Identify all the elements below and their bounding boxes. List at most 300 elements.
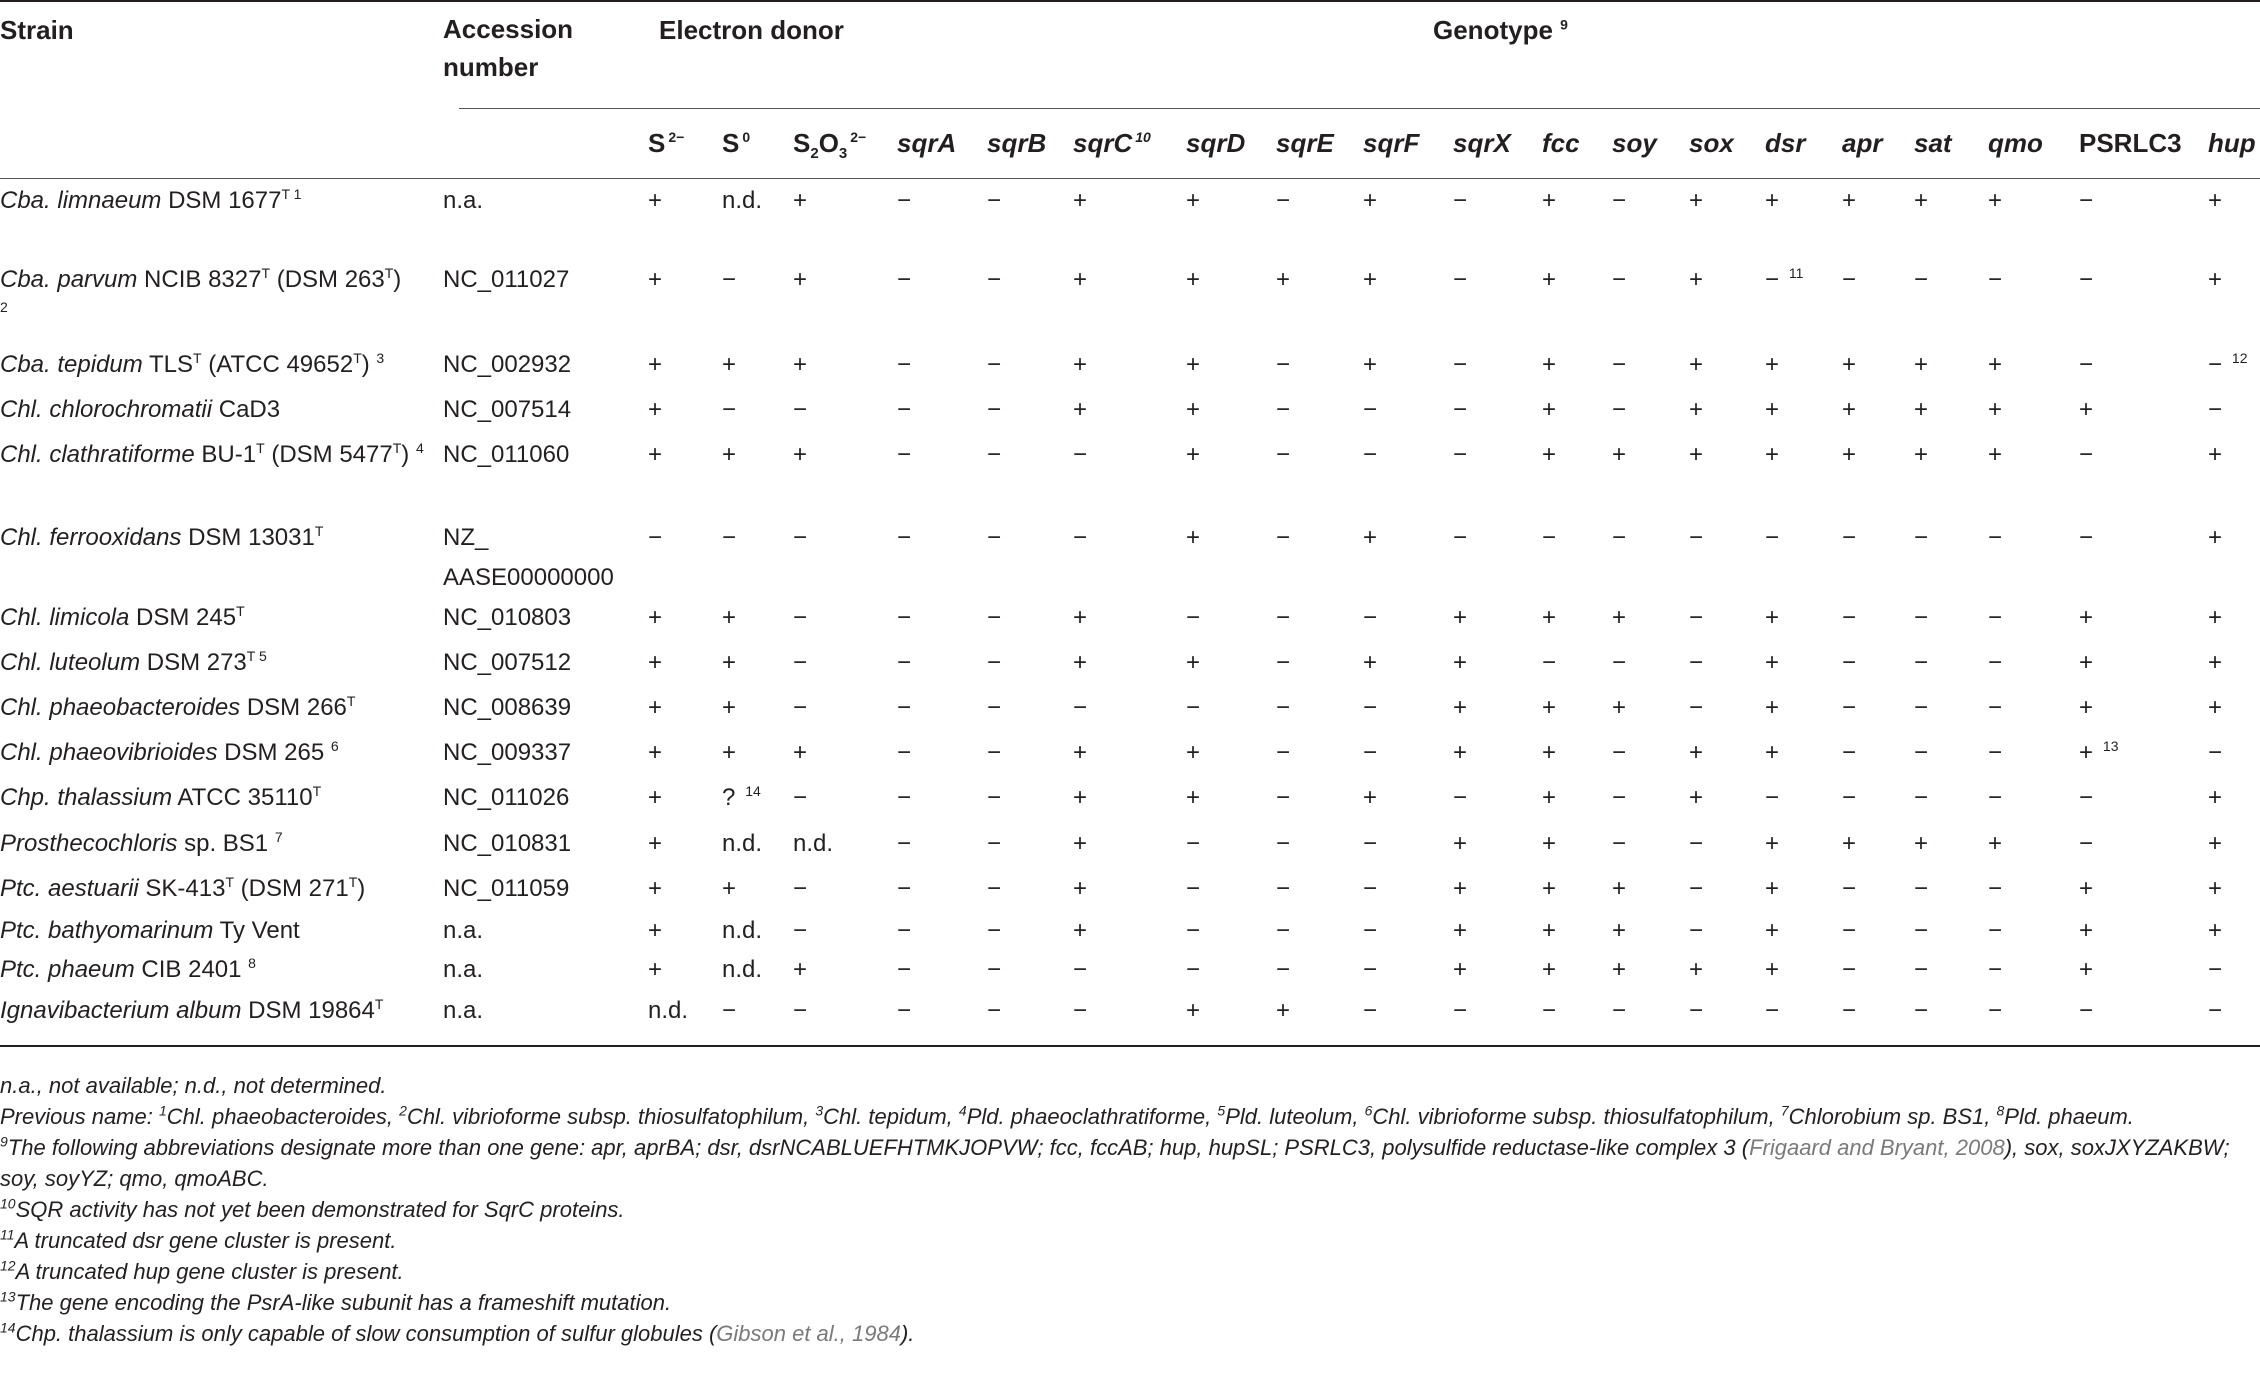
accession-cell: NC_007514 xyxy=(443,396,572,423)
value-cell: − xyxy=(897,604,912,631)
column-header-s: S $^{2-}$ xyxy=(648,128,685,158)
value-cell: − xyxy=(897,396,912,423)
value-cell: + xyxy=(1689,396,1704,423)
value-cell: + xyxy=(1612,875,1627,902)
value-cell: + xyxy=(722,441,737,468)
accession-cell: NC_007512 xyxy=(443,649,572,676)
value-cell: − xyxy=(1276,351,1291,378)
accession-cell: NC_008639 xyxy=(443,694,572,721)
column-header-sox: sox xyxy=(1689,128,1734,158)
value-cell: + xyxy=(1453,604,1468,631)
strain-cell: Chl. phaeobacteroides DSM $266^T$ xyxy=(0,693,356,721)
value-cell: + xyxy=(1689,739,1704,766)
value-cell: − xyxy=(1914,956,1929,983)
column-header-apr: apr xyxy=(1842,128,1883,158)
value-cell: + xyxy=(1542,739,1557,766)
value-cell: + xyxy=(2208,604,2223,631)
value-cell: + xyxy=(1765,441,1780,468)
strain-cell: Ptc. phaeum CIB 2401 $^8$ xyxy=(0,955,256,983)
value-cell: + xyxy=(1073,875,1088,902)
value-cell: − xyxy=(1842,694,1857,721)
accession-cell: n.a. xyxy=(443,917,484,944)
value-cell: − xyxy=(1073,441,1088,468)
value-cell: + xyxy=(1073,266,1088,293)
value-cell: + xyxy=(1842,187,1857,214)
value-cell: − $^{12}$ xyxy=(2208,350,2248,378)
strain-cell: Chl. chlorochromatii CaD3 xyxy=(0,396,281,423)
value-cell: − xyxy=(2208,739,2223,766)
footnote-13: $^{13}$The gene encoding the PsrA-like subunit has a frameshift mutation. xyxy=(0,1288,672,1315)
accession-cell: NZ_ AASE00000000 xyxy=(443,524,614,591)
value-cell: − xyxy=(1276,441,1291,468)
value-cell: + xyxy=(722,694,737,721)
value-cell: − xyxy=(897,739,912,766)
value-cell: − xyxy=(897,830,912,857)
value-cell: + xyxy=(1765,875,1780,902)
value-cell: − xyxy=(1689,649,1704,676)
value-cell: + xyxy=(1542,694,1557,721)
value-cell: + xyxy=(1914,830,1929,857)
footnote-11: $^{11}$A truncated dsr gene cluster is present. xyxy=(0,1226,397,1253)
value-cell: − xyxy=(1276,187,1291,214)
value-cell: − xyxy=(1612,351,1627,378)
value-cell: + xyxy=(1453,875,1468,902)
footnote-9: $^9$The following abbreviations designate more than one gene: apr, aprBA; dsr, dsrNCABLUEFHTMKJOPVW; fcc, fccAB; hup, hupSL; PSRLC3, polysulfide reductase-like complex 3 (Frigaard and Bryant, 2008), sox, soxJXYZAKBW; soy, soyYZ; qmo, qmoABC. xyxy=(0,1133,2230,1191)
value-cell: + xyxy=(1988,351,2003,378)
value-cell: − xyxy=(793,396,808,423)
value-cell: + xyxy=(1073,649,1088,676)
value-cell: − xyxy=(1842,956,1857,983)
value-cell: + xyxy=(1073,187,1088,214)
value-cell: + xyxy=(1765,739,1780,766)
value-cell: + xyxy=(1842,830,1857,857)
footnote-14: $^{14}$Chp. thalassium is only capable of slow consumption of sulfur globules (Gibson et al., 1984). xyxy=(0,1319,915,1346)
value-cell: − xyxy=(1363,441,1378,468)
value-cell: + xyxy=(1542,875,1557,902)
value-cell: − xyxy=(2079,187,2094,214)
value-cell: + xyxy=(722,604,737,631)
value-cell: − xyxy=(2208,396,2223,423)
value-cell: − xyxy=(1988,266,2003,293)
header-accession: Accession number xyxy=(443,14,574,82)
value-cell: + xyxy=(648,187,663,214)
accession-cell: NC_011027 xyxy=(443,266,570,293)
value-cell: − xyxy=(722,266,737,293)
value-cell: − xyxy=(987,956,1002,983)
value-cell: + xyxy=(1542,266,1557,293)
value-cell: − xyxy=(897,649,912,676)
value-cell: + xyxy=(1689,351,1704,378)
value-cell: + xyxy=(648,694,663,721)
value-cell: − xyxy=(987,604,1002,631)
value-cell: − xyxy=(987,739,1002,766)
value-cell: + xyxy=(648,917,663,944)
column-header-soy: soy xyxy=(1612,128,1657,158)
value-cell: − xyxy=(1276,917,1291,944)
value-cell: + xyxy=(2079,604,2094,631)
column-header-sqre: sqrE xyxy=(1276,128,1334,158)
value-cell: − xyxy=(2079,266,2094,293)
value-cell: + xyxy=(1186,266,1201,293)
value-cell: − xyxy=(1914,694,1929,721)
value-cell: + xyxy=(722,649,737,676)
value-cell: + xyxy=(793,441,808,468)
value-cell: − xyxy=(987,997,1002,1024)
value-cell: + xyxy=(1542,396,1557,423)
value-cell: − xyxy=(987,649,1002,676)
value-cell: − xyxy=(1914,604,1929,631)
value-cell: + xyxy=(1842,351,1857,378)
value-cell: − xyxy=(987,187,1002,214)
value-cell: + xyxy=(1276,266,1291,293)
value-cell: − xyxy=(897,694,912,721)
column-header-sqrd: sqrD xyxy=(1186,128,1246,158)
value-cell: + xyxy=(1988,441,2003,468)
value-cell: + xyxy=(793,351,808,378)
value-cell: + xyxy=(1689,441,1704,468)
value-cell: − xyxy=(1842,997,1857,1024)
value-cell: + xyxy=(1363,784,1378,811)
value-cell: + xyxy=(1186,739,1201,766)
value-cell: + xyxy=(2208,524,2223,551)
value-cell: − xyxy=(1689,875,1704,902)
value-cell: − xyxy=(1453,266,1468,293)
value-cell: − xyxy=(793,917,808,944)
value-cell: − xyxy=(1914,875,1929,902)
value-cell: + xyxy=(2079,875,2094,902)
value-cell: − xyxy=(1842,524,1857,551)
value-cell: − xyxy=(1073,694,1088,721)
value-cell: − xyxy=(1842,604,1857,631)
header-electron-donor: Electron donor xyxy=(659,15,844,45)
value-cell: − xyxy=(1073,956,1088,983)
value-cell: − xyxy=(897,997,912,1024)
value-cell: − xyxy=(1689,694,1704,721)
value-cell: − xyxy=(1276,396,1291,423)
strain-cell: Cba. tepidum $TLS^T$ (ATCC $49652^T$) $^3$ xyxy=(0,350,385,378)
value-cell: − xyxy=(2079,784,2094,811)
value-cell: + xyxy=(1842,441,1857,468)
value-cell: + xyxy=(1186,997,1201,1024)
value-cell: + xyxy=(648,351,663,378)
value-cell: − xyxy=(1612,187,1627,214)
strain-cell: Ptc. aestuarii $SK-413^T$ (DSM $271^T$) xyxy=(0,874,366,902)
value-cell: + xyxy=(2079,694,2094,721)
value-cell: − xyxy=(987,875,1002,902)
value-cell: − xyxy=(897,441,912,468)
value-cell: + xyxy=(1612,694,1627,721)
value-cell: + xyxy=(1914,396,1929,423)
reference-link[interactable]: Frigaard and Bryant, 2008 xyxy=(1749,1135,2005,1160)
value-cell: − xyxy=(793,524,808,551)
value-cell: − xyxy=(987,830,1002,857)
value-cell: + xyxy=(1765,917,1780,944)
value-cell: − xyxy=(648,524,663,551)
value-cell: + xyxy=(1542,351,1557,378)
value-cell: + xyxy=(2079,396,2094,423)
value-cell: − xyxy=(1842,917,1857,944)
value-cell: − xyxy=(793,694,808,721)
value-cell: ? $^{14}$ xyxy=(722,783,761,811)
value-cell: − xyxy=(722,524,737,551)
value-cell: n.d. xyxy=(722,917,763,944)
value-cell: − xyxy=(2079,351,2094,378)
value-cell: − xyxy=(793,997,808,1024)
value-cell: − xyxy=(1914,524,1929,551)
value-cell: + xyxy=(1073,917,1088,944)
value-cell: − xyxy=(1765,524,1780,551)
accession-cell: NC_002932 xyxy=(443,351,572,378)
table-top-rule xyxy=(0,0,2260,2)
value-cell: − xyxy=(1073,997,1088,1024)
value-cell: − xyxy=(1363,396,1378,423)
value-cell: − xyxy=(987,396,1002,423)
column-header-psrlc3: PSRLC3 xyxy=(2079,128,2182,158)
value-cell: − xyxy=(2079,524,2094,551)
value-cell: + xyxy=(1988,830,2003,857)
value-cell: + xyxy=(2208,649,2223,676)
value-cell: − xyxy=(987,524,1002,551)
value-cell: + xyxy=(1612,956,1627,983)
value-cell: + xyxy=(1363,266,1378,293)
value-cell: − xyxy=(1765,997,1780,1024)
value-cell: − xyxy=(987,694,1002,721)
column-header-sqra: sqrA xyxy=(897,128,957,158)
strain-cell: Cba. parvum NCIB $8327^T$ (DSM $263^T$) 2 xyxy=(0,265,402,315)
value-cell: − xyxy=(1363,956,1378,983)
value-cell: − xyxy=(1276,524,1291,551)
value-cell: − xyxy=(2079,997,2094,1024)
value-cell: + xyxy=(1453,830,1468,857)
value-cell: + xyxy=(1765,187,1780,214)
value-cell: n.d. xyxy=(793,830,834,857)
value-cell: − xyxy=(1276,875,1291,902)
value-cell: − xyxy=(1276,739,1291,766)
value-cell: + xyxy=(648,784,663,811)
value-cell: + xyxy=(1914,351,1929,378)
value-cell: + xyxy=(1765,649,1780,676)
value-cell: + xyxy=(1453,917,1468,944)
value-cell: + xyxy=(1363,524,1378,551)
value-cell: n.d. xyxy=(722,830,763,857)
value-cell: − xyxy=(1988,524,2003,551)
value-cell: + xyxy=(1542,441,1557,468)
accession-cell: NC_011059 xyxy=(443,875,570,902)
value-cell: + xyxy=(1453,694,1468,721)
header-strain: Strain xyxy=(0,15,74,45)
column-header-qmo: qmo xyxy=(1988,128,2043,158)
value-cell: + xyxy=(1612,917,1627,944)
value-cell: + xyxy=(1765,604,1780,631)
value-cell: − xyxy=(1612,649,1627,676)
value-cell: + xyxy=(648,830,663,857)
value-cell: − xyxy=(1276,649,1291,676)
strain-cell: Chl. ferrooxidans DSM $13031^T$ xyxy=(0,523,324,551)
value-cell: − xyxy=(2079,441,2094,468)
value-cell: + xyxy=(1542,956,1557,983)
value-cell: + xyxy=(648,396,663,423)
value-cell: − xyxy=(1842,739,1857,766)
value-cell: + xyxy=(1765,396,1780,423)
column-header-dsr: dsr xyxy=(1765,128,1806,158)
value-cell: + xyxy=(1542,830,1557,857)
value-cell: + xyxy=(1186,351,1201,378)
value-cell: − xyxy=(1453,396,1468,423)
value-cell: + xyxy=(1073,830,1088,857)
value-cell: + xyxy=(1073,739,1088,766)
value-cell: − xyxy=(1186,875,1201,902)
value-cell: − xyxy=(1842,875,1857,902)
value-cell: + xyxy=(2208,187,2223,214)
value-cell: − xyxy=(1689,604,1704,631)
value-cell: − xyxy=(1453,441,1468,468)
value-cell: − xyxy=(1988,604,2003,631)
value-cell: + xyxy=(1689,187,1704,214)
value-cell: + xyxy=(1765,830,1780,857)
value-cell: − xyxy=(1453,187,1468,214)
value-cell: − xyxy=(1453,784,1468,811)
footnote-previous-names: Previous name: $^1$Chl. phaeobacteroides, $^2$Chl. vibrioforme subsp. thiosulfatophilum, $^3$Chl. tepidum, $^4$Pld. phaeoclathratiforme, $^5$Pld. luteolum, $^6$Chl. vibrioforme subsp. thiosulfatophilum, $^7$Chlorobium sp. BS1, $^8$Pld. phaeum. xyxy=(0,1102,2134,1129)
value-cell: − xyxy=(793,784,808,811)
value-cell: − xyxy=(1276,956,1291,983)
value-cell: + xyxy=(1765,351,1780,378)
value-cell: − xyxy=(987,441,1002,468)
value-cell: − $^{11}$ xyxy=(1765,265,1804,293)
value-cell: + xyxy=(2208,266,2223,293)
value-cell: − xyxy=(897,875,912,902)
value-cell: − xyxy=(1842,649,1857,676)
value-cell: + xyxy=(1542,604,1557,631)
value-cell: − xyxy=(2079,830,2094,857)
column-header-hup: hup xyxy=(2208,128,2256,158)
value-cell: + xyxy=(1914,441,1929,468)
value-cell: + xyxy=(1988,187,2003,214)
value-cell: − xyxy=(1914,997,1929,1024)
value-cell: − xyxy=(1186,604,1201,631)
value-cell: + xyxy=(1542,784,1557,811)
value-cell: + xyxy=(648,266,663,293)
value-cell: + xyxy=(1542,917,1557,944)
value-cell: − xyxy=(897,351,912,378)
value-cell: + xyxy=(1453,956,1468,983)
value-cell: + xyxy=(1186,524,1201,551)
header-bottom-rule xyxy=(0,178,2260,179)
value-cell: − xyxy=(1186,956,1201,983)
value-cell: + xyxy=(793,739,808,766)
value-cell: − xyxy=(897,956,912,983)
strain-cell: Chl. luteolum DSM $273^{T 5}$ xyxy=(0,648,267,676)
value-cell: + xyxy=(722,351,737,378)
value-cell: + xyxy=(1276,997,1291,1024)
accession-cell: NC_011060 xyxy=(443,441,570,468)
accession-cell: NC_009337 xyxy=(443,739,572,766)
value-cell: + xyxy=(1988,396,2003,423)
value-cell: − xyxy=(1453,997,1468,1024)
value-cell: − xyxy=(1612,784,1627,811)
strain-cell: Ptc. bathyomarinum Ty Vent xyxy=(0,917,300,944)
footnote-abbreviations: n.a., not available; n.d., not determined. xyxy=(0,1073,387,1098)
value-cell: + xyxy=(1363,351,1378,378)
value-cell: + xyxy=(648,956,663,983)
value-cell: n.d. xyxy=(722,187,763,214)
value-cell: + xyxy=(1914,187,1929,214)
value-cell: + xyxy=(2079,917,2094,944)
value-cell: − xyxy=(897,784,912,811)
value-cell: − xyxy=(987,351,1002,378)
value-cell: − xyxy=(897,187,912,214)
value-cell: + xyxy=(2208,917,2223,944)
value-cell: − xyxy=(1612,997,1627,1024)
value-cell: − xyxy=(1842,784,1857,811)
value-cell: − xyxy=(1363,917,1378,944)
value-cell: + xyxy=(2208,875,2223,902)
value-cell: + xyxy=(648,649,663,676)
value-cell: − xyxy=(1988,917,2003,944)
column-header-s: S $^0$ xyxy=(722,128,751,158)
value-cell: + xyxy=(1363,187,1378,214)
value-cell: − xyxy=(1689,917,1704,944)
value-cell: − xyxy=(793,604,808,631)
value-cell: + xyxy=(1453,649,1468,676)
value-cell: − xyxy=(897,524,912,551)
value-cell: + xyxy=(1765,956,1780,983)
genotype-span-rule xyxy=(459,108,2260,109)
value-cell: − xyxy=(1988,956,2003,983)
value-cell: + xyxy=(648,604,663,631)
value-cell: − xyxy=(1988,784,2003,811)
strain-cell: Chl. limicola DSM $245^T$ xyxy=(0,603,245,631)
accession-cell: NC_010803 xyxy=(443,604,572,631)
value-cell: − xyxy=(1186,830,1201,857)
value-cell: − xyxy=(1542,997,1557,1024)
value-cell: + xyxy=(648,875,663,902)
value-cell: − xyxy=(987,917,1002,944)
value-cell: − xyxy=(1542,524,1557,551)
accession-cell: n.a. xyxy=(443,997,484,1024)
value-cell: − xyxy=(1363,604,1378,631)
value-cell: + xyxy=(793,266,808,293)
column-header-fcc: fcc xyxy=(1542,128,1580,158)
value-cell: − xyxy=(1363,997,1378,1024)
value-cell: + xyxy=(1453,739,1468,766)
value-cell: + xyxy=(2079,956,2094,983)
value-cell: + xyxy=(2208,694,2223,721)
value-cell: − xyxy=(1612,524,1627,551)
value-cell: + xyxy=(648,441,663,468)
reference-link[interactable]: Gibson et al., 1984 xyxy=(716,1321,901,1346)
value-cell: − xyxy=(1914,917,1929,944)
column-header-sat: sat xyxy=(1914,128,1952,158)
value-cell: − xyxy=(1612,266,1627,293)
value-cell: − xyxy=(1073,524,1088,551)
strain-cell: Ignavibacterium album DSM $19864^T$ xyxy=(0,996,384,1024)
accession-cell: NC_011026 xyxy=(443,784,570,811)
value-cell: − xyxy=(1914,739,1929,766)
column-header-sqrx: sqrX xyxy=(1453,128,1511,158)
accession-cell: NC_010831 xyxy=(443,830,572,857)
value-cell: − xyxy=(1914,266,1929,293)
value-cell: + xyxy=(1765,694,1780,721)
value-cell: − xyxy=(1842,266,1857,293)
strain-cell: Cba. limnaeum DSM $1677^{T 1}$ xyxy=(0,186,302,214)
value-cell: + xyxy=(1689,956,1704,983)
accession-cell: n.a. xyxy=(443,956,484,983)
value-cell: − xyxy=(1914,649,1929,676)
value-cell: − xyxy=(1186,694,1201,721)
value-cell: − xyxy=(1689,997,1704,1024)
value-cell: − xyxy=(1988,694,2003,721)
value-cell: − xyxy=(1363,830,1378,857)
